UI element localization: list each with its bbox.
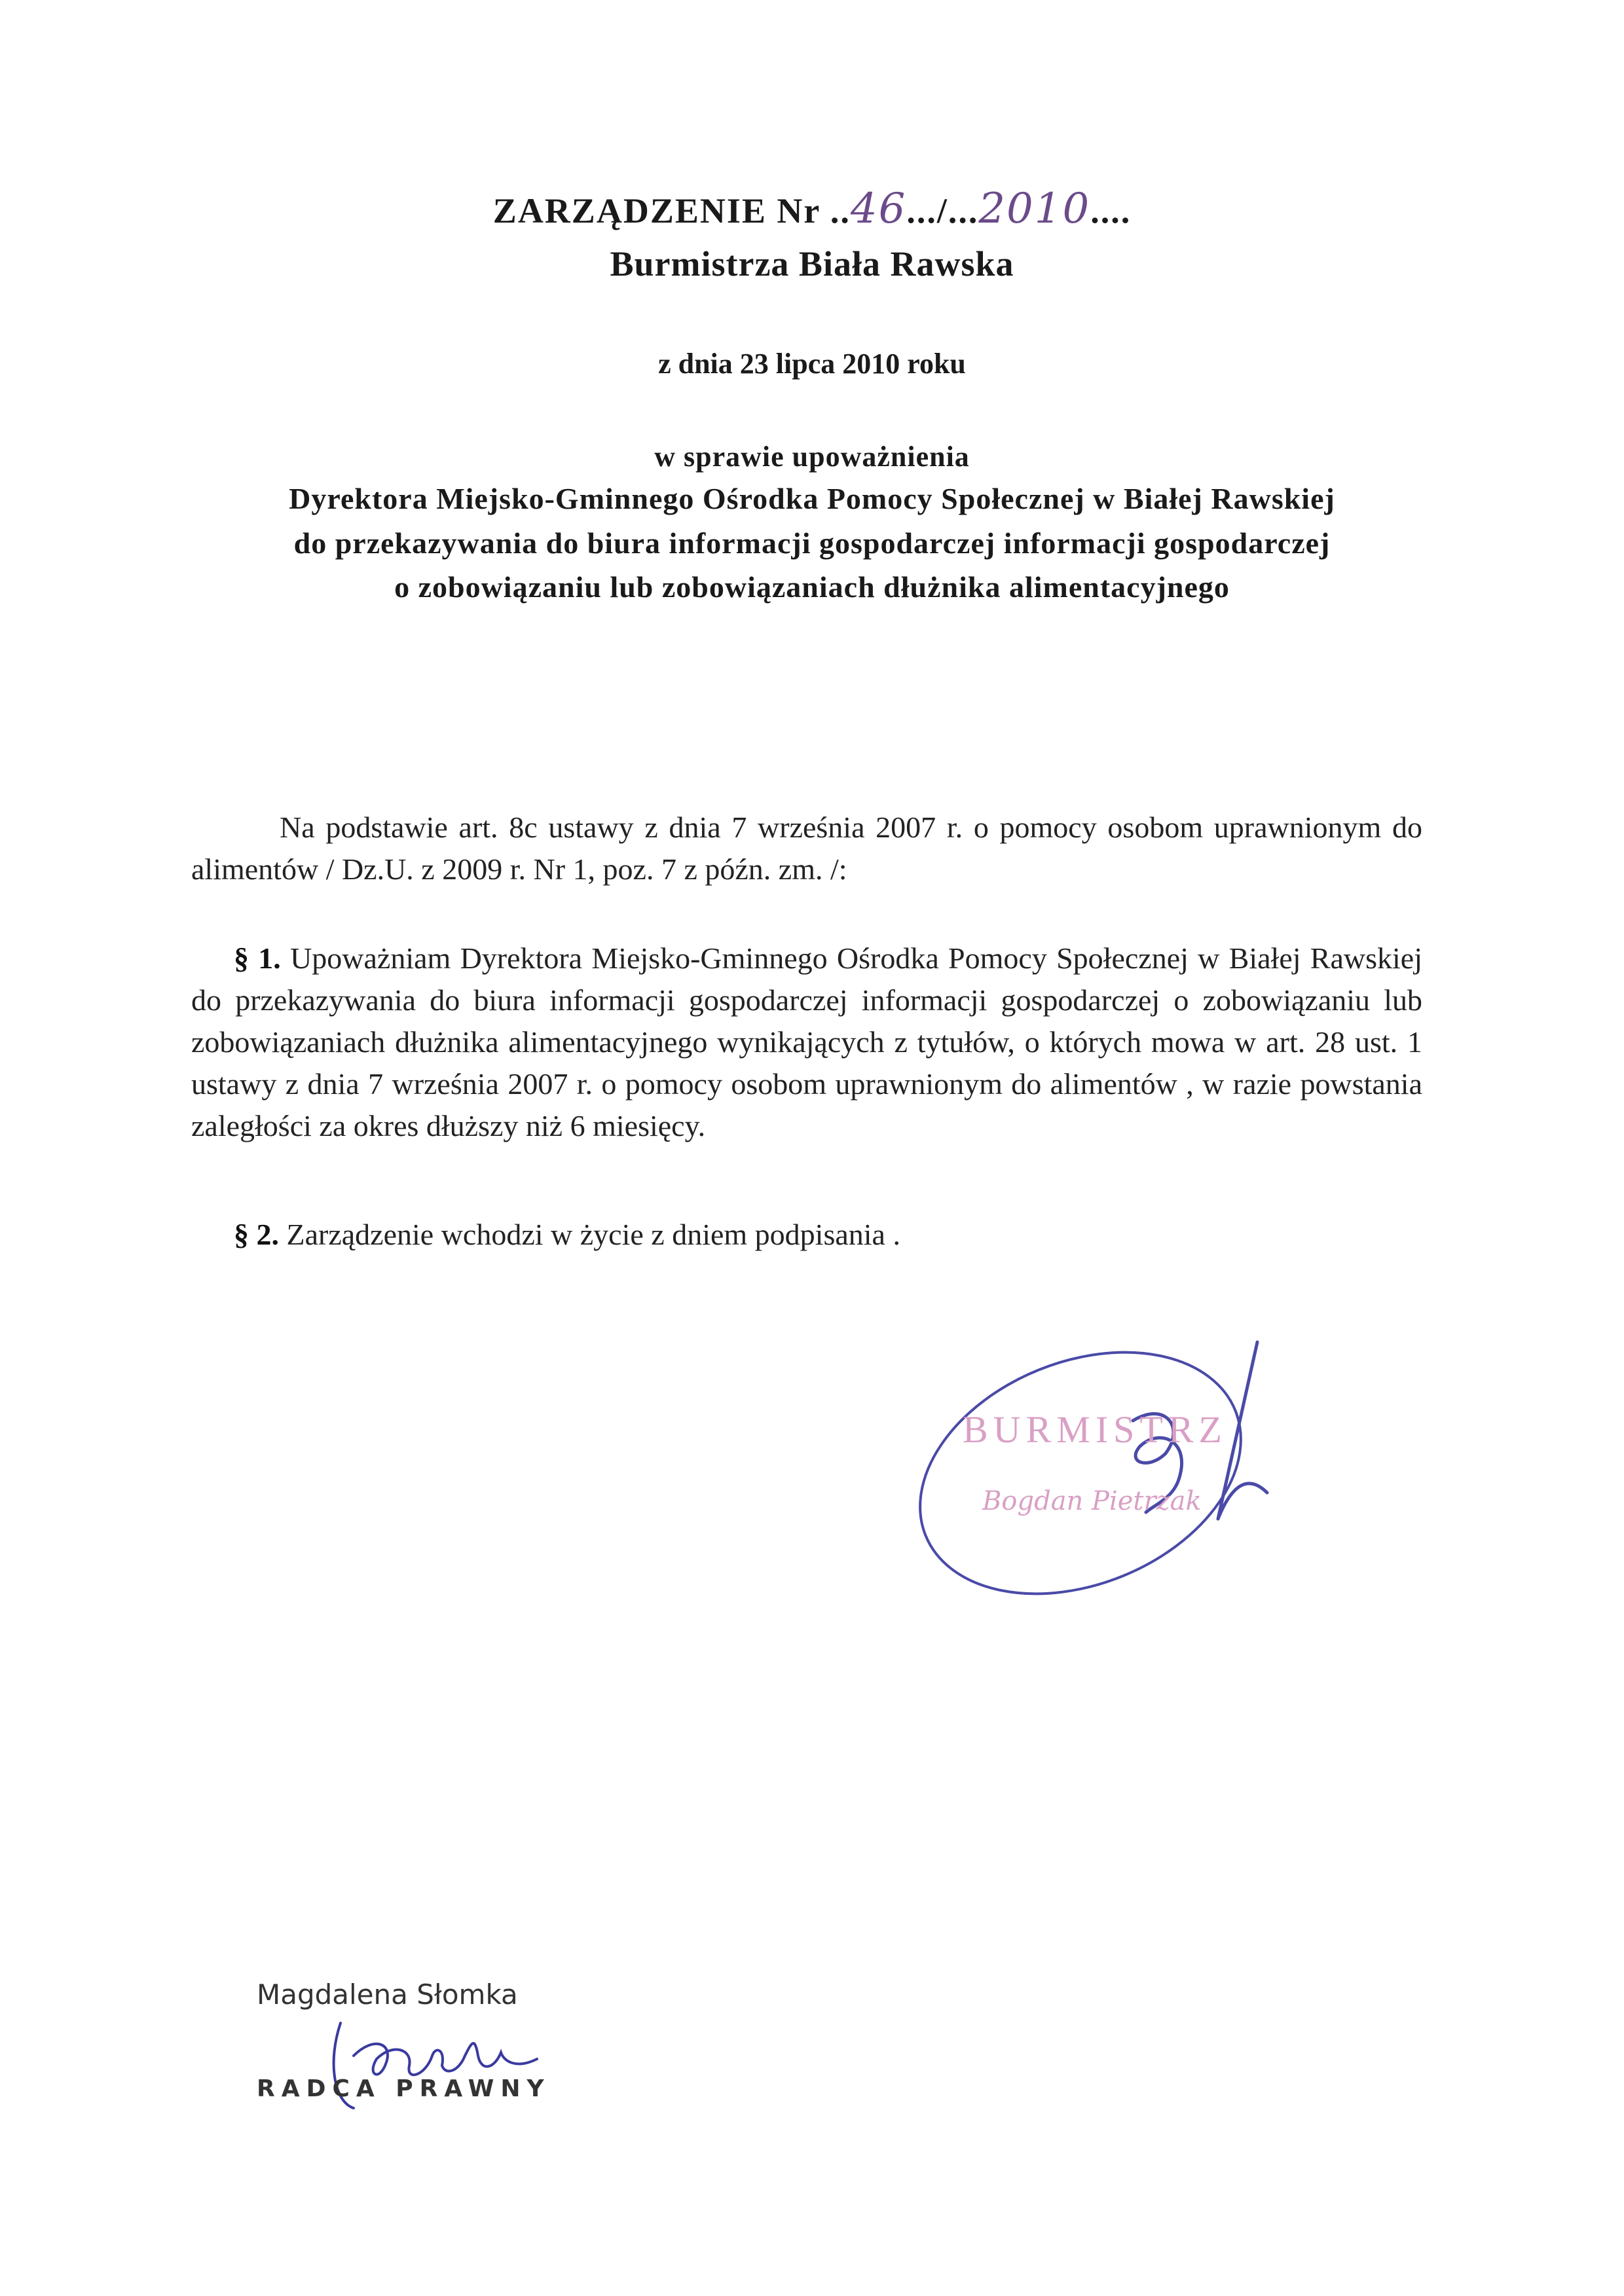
document-issuer: Burmistrza Biała Rawska: [610, 244, 1014, 283]
subject-line-2: do przekazywania do biura informacji gospodarczej informacji gospodarczej: [293, 526, 1331, 560]
paragraph-1-text: Upoważniam Dyrektora Miejsko-Gminnego Ośrodka Pomocy Społecznej w Białej Rawskiej do przekazywania do biura informacji gospodarczej informacji gospodarczej o zobowiązaniu lub zobowiązaniach dłużnika alimentacyjnego wynikających z tytułów, o których mowa w art. 28 ust. 1 ustawy z dnia 7 września 2007 r. o pomocy osobom uprawnionym do alimentów , w razie powstania zaległości za okres dłuższy niż 6 miesięcy.: [191, 941, 1423, 1142]
number-dots-a: ..: [830, 191, 851, 230]
document-title: [0, 185, 1624, 233]
number-dots-b: .../...: [906, 191, 979, 230]
subject-line-1: Dyrektora Miejsko-Gminnego Ośrodka Pomocy Społecznej w Białej Rawskiej: [289, 482, 1335, 515]
handwritten-number: 46: [850, 185, 907, 233]
subject-intro: w sprawie upoważnienia: [654, 441, 970, 473]
subject-line-3: o zobowiązaniu lub zobowiązaniach dłużnika alimentacyjnego: [394, 570, 1230, 604]
stamp-name: Bogdan Pietrzak: [982, 1486, 1202, 1516]
paragraph-2-text: Zarządzenie wchodzi w życie z dniem podpisania .: [286, 1218, 900, 1251]
stamp-title: BURMISTRZ: [963, 1408, 1227, 1451]
paragraph-1: [191, 938, 1422, 1147]
paragraph-2-marker: § 2.: [234, 1218, 279, 1251]
mayor-signature-stamp: [891, 1296, 1310, 1637]
paragraph-1-marker: § 1.: [234, 941, 281, 975]
handwritten-year: 2010: [978, 185, 1091, 233]
counsel-name: Magdalena Słomka: [257, 1978, 518, 2011]
paragraph-2: [191, 1214, 1422, 1256]
legal-basis: Na podstawie art. 8c ustawy z dnia 7 września 2007 r. o pomocy osobom uprawnionym do alimentów / Dz.U. z 2009 r. Nr 1, poz. 7 z późn. zm. /:: [191, 811, 1422, 886]
counsel-title: RADCA PRAWNY: [257, 2075, 551, 2102]
document-date: z dnia 23 lipca 2010 roku: [658, 348, 966, 380]
number-dots-c: ....: [1090, 191, 1132, 230]
title-prefix: ZARZĄDZENIE Nr: [492, 191, 830, 230]
